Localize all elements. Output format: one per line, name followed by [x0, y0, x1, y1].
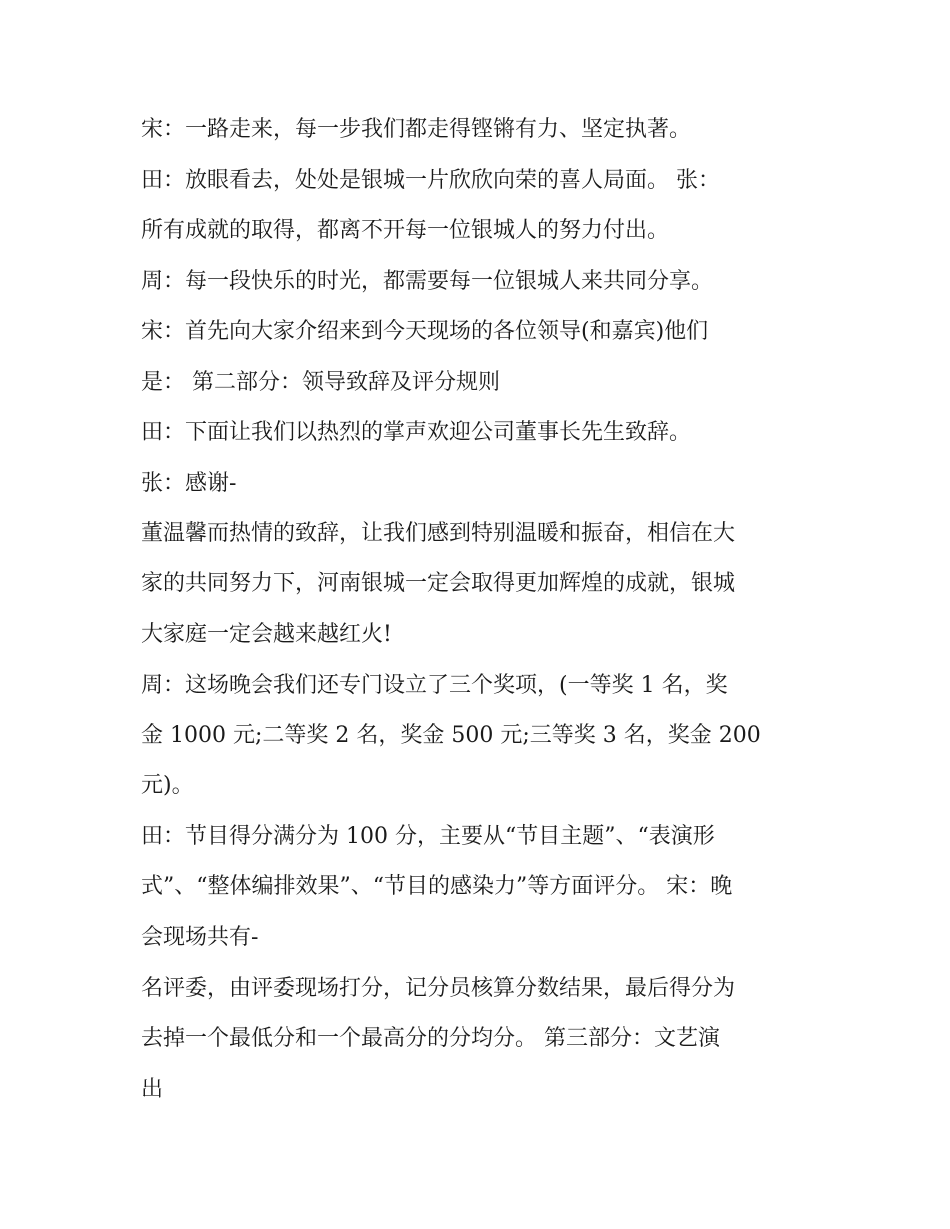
text-line: 周：这场晚会我们还专门设立了三个奖项，(一等奖 1 名，奖	[141, 673, 728, 698]
text-line: 大家庭一定会越来越红火!	[141, 622, 392, 647]
section-heading-line: 是： 第二部分：领导致辞及评分规则	[141, 370, 500, 395]
text-line: 周：每一段快乐的时光，都需要每一位银城人来共同分享。	[141, 269, 714, 294]
text-line: 出	[141, 1077, 164, 1102]
text-line: 所有成就的取得，都离不开每一位银城人的努力付出。	[141, 218, 670, 243]
text-line: 董温馨而热情的致辞，让我们感到特别温暖和振奋，相信在大	[141, 521, 736, 546]
text-line: 家的共同努力下，河南银城一定会取得更加辉煌的成就，银城	[141, 571, 736, 596]
text-line: 田：下面让我们以热烈的掌声欢迎公司董事长先生致辞。	[141, 420, 692, 445]
text-line: 田：节目得分满分为 100 分，主要从“节目主题”、“表演形	[141, 824, 715, 849]
text-line: 会现场共有-	[141, 925, 259, 950]
text-line: 田：放眼看去，处处是银城一片欣欣向荣的喜人局面。 张：	[141, 168, 720, 193]
text-line: 去掉一个最低分和一个最高分的分均分。 第三部分：文艺演	[141, 1026, 720, 1051]
text-line: 元)。	[141, 773, 194, 798]
text-line: 宋：首先向大家介绍来到今天现场的各位领导(和嘉宾)他们	[141, 319, 709, 344]
text-line: 式”、“整体编排效果”、“节目的感染力”等方面评分。 宋：晚	[141, 874, 733, 899]
text-line: 张：感谢-	[141, 471, 237, 496]
text-line: 宋：一路走来，每一步我们都走得铿锵有力、坚定执著。	[141, 117, 692, 142]
text-line: 名评委，由评委现场打分，记分员核算分数结果，最后得分为	[141, 976, 736, 1001]
text-line: 金 1000 元;二等奖 2 名，奖金 500 元;三等奖 3 名，奖金 200	[141, 723, 761, 748]
